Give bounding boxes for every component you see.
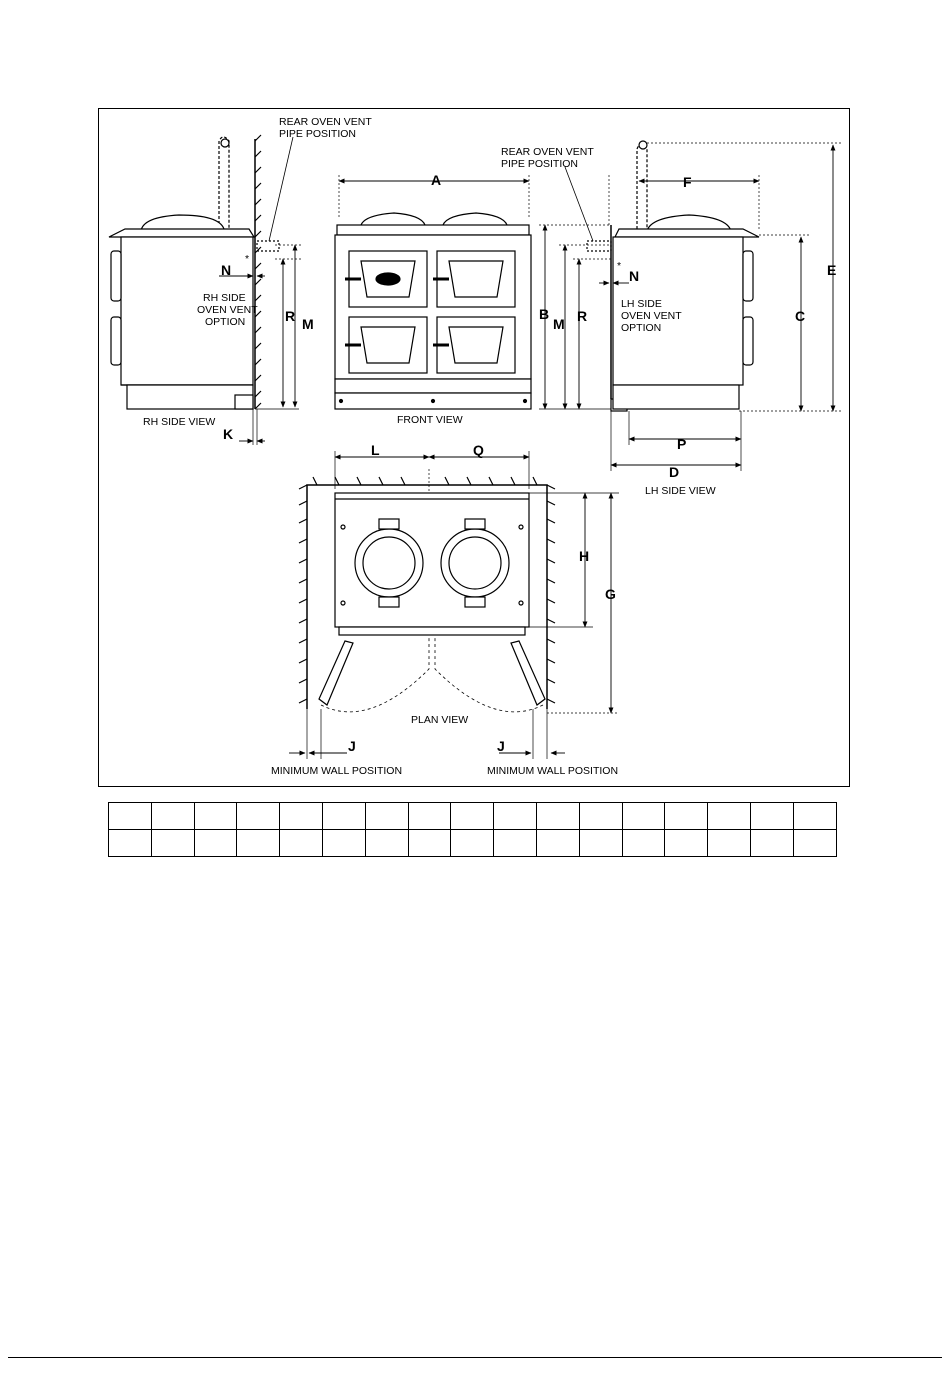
min-wall-caption-right: MINIMUM WALL POSITION: [487, 765, 619, 777]
dim-j-right: J: [497, 738, 505, 754]
lh-side-view-caption: LH SIDE VIEW: [645, 485, 716, 497]
rh-vent-label-line2: OVEN VENT: [197, 304, 258, 316]
table-cell: [536, 830, 579, 857]
table-cell: [750, 803, 793, 830]
dim-r-right: R: [577, 308, 588, 324]
footer-rule: [8, 1357, 942, 1358]
rear-vent-label-right-line2: PIPE POSITION: [501, 158, 579, 170]
plan-view-caption: PLAN VIEW: [411, 714, 469, 726]
rh-vent-label-line3: OPTION: [205, 316, 246, 328]
dim-m-left: M: [302, 316, 314, 332]
lh-vent-asterisk: *: [617, 260, 622, 272]
dim-a: A: [431, 172, 442, 188]
table-cell: [622, 830, 665, 857]
plan-view: [289, 451, 619, 759]
lh-side-view: [539, 141, 841, 471]
table-cell: [194, 830, 237, 857]
dim-d: D: [669, 464, 680, 480]
table-cell: [622, 803, 665, 830]
table-cell: [109, 830, 152, 857]
front-view-caption: FRONT VIEW: [397, 414, 463, 426]
table-cell: [708, 803, 751, 830]
table-cell: [365, 830, 408, 857]
table-row: [109, 830, 837, 857]
table-cell: [451, 830, 494, 857]
table-cell: [194, 803, 237, 830]
rh-side-view-caption: RH SIDE VIEW: [143, 416, 216, 428]
table-cell: [365, 803, 408, 830]
table-cell: [322, 830, 365, 857]
dimension-table: [108, 802, 837, 857]
rh-vent-asterisk: *: [245, 253, 250, 265]
dim-j-left: J: [348, 738, 356, 754]
table-cell: [237, 830, 280, 857]
lh-vent-label-line3: OPTION: [621, 322, 662, 334]
lh-vent-label: LH SIDE: [621, 298, 662, 310]
dim-e: E: [827, 262, 837, 278]
table-cell: [322, 803, 365, 830]
table-cell: [665, 830, 708, 857]
dim-m-right: M: [553, 316, 565, 332]
dimension-table-body: [109, 803, 837, 857]
dim-f: F: [683, 174, 692, 190]
dim-n-left: N: [221, 262, 232, 278]
rear-vent-label-left-line2: PIPE POSITION: [279, 128, 357, 140]
dim-p: P: [677, 436, 687, 452]
dim-c: C: [795, 308, 806, 324]
table-cell: [280, 830, 323, 857]
dim-q: Q: [473, 442, 484, 458]
table-cell: [151, 803, 194, 830]
table-cell: [151, 830, 194, 857]
dim-k: K: [223, 426, 234, 442]
front-view: [335, 175, 531, 409]
table-cell: [494, 803, 537, 830]
installation-diagram-frame: [98, 108, 850, 787]
table-cell: [408, 830, 451, 857]
dim-g: G: [605, 586, 616, 602]
rh-side-view: [109, 135, 303, 445]
dim-n-right: N: [629, 268, 640, 284]
rear-vent-label-left: REAR OVEN VENT: [279, 116, 372, 128]
table-cell: [708, 830, 751, 857]
table-cell: [408, 803, 451, 830]
table-cell: [237, 803, 280, 830]
table-cell: [665, 803, 708, 830]
lh-vent-label-line2: OVEN VENT: [621, 310, 682, 322]
rear-vent-label-right: REAR OVEN VENT: [501, 146, 594, 158]
dim-b: B: [539, 306, 550, 322]
min-wall-caption-left: MINIMUM WALL POSITION: [271, 765, 403, 777]
dim-h: H: [579, 548, 590, 564]
table-cell: [536, 803, 579, 830]
table-cell: [109, 803, 152, 830]
rh-vent-label: RH SIDE: [203, 292, 246, 304]
table-cell: [793, 830, 836, 857]
table-cell: [579, 830, 622, 857]
dim-l: L: [371, 442, 380, 458]
table-row: [109, 803, 837, 830]
table-cell: [750, 830, 793, 857]
table-cell: [494, 830, 537, 857]
table-cell: [451, 803, 494, 830]
dim-r-left: R: [285, 308, 296, 324]
table-cell: [280, 803, 323, 830]
table-cell: [793, 803, 836, 830]
table-cell: [579, 803, 622, 830]
dimension-diagram: [99, 109, 851, 788]
